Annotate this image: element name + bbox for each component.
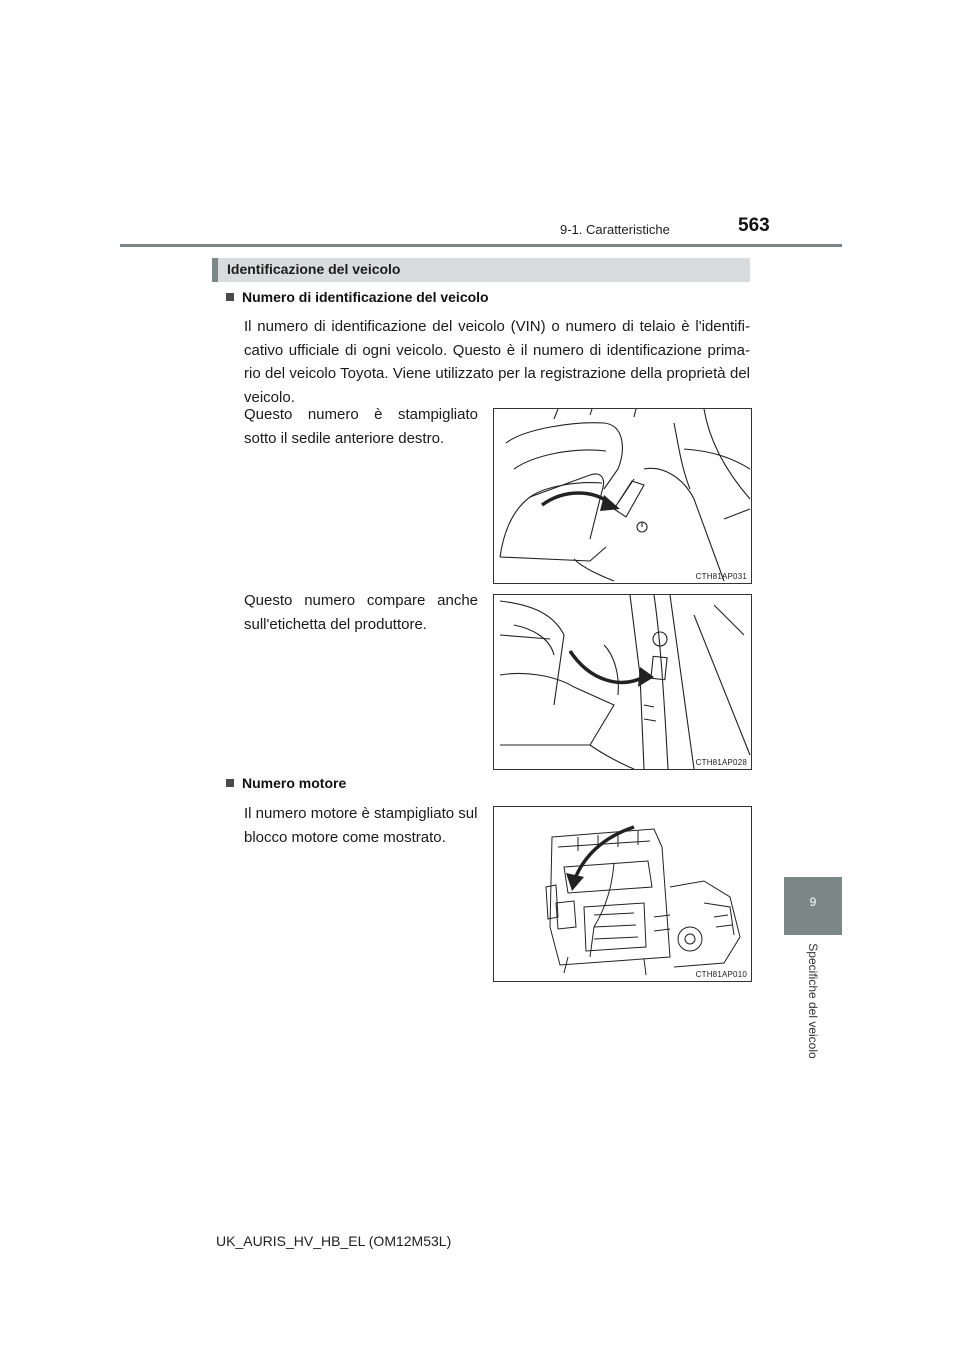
page-number: 563	[738, 215, 770, 236]
door-pillar-illustration	[494, 595, 751, 769]
chapter-tab[interactable]	[784, 877, 842, 935]
engine-number-heading: Numero motore	[226, 775, 346, 791]
vin-label-text: Questo numero compare anche sull'etichetta del produttore.	[244, 592, 478, 633]
vin-heading: Numero di identificazione del veicolo	[226, 289, 489, 305]
figure-vin-under-seat	[493, 408, 752, 584]
vin-intro-paragraph: Il numero di identificazione del veicolo (VIN) o numero di telaio è l'identifi-cativo ufficiale di ogni veicolo. Questo è il numero di identificazione prima-rio del veicolo Toyota. Viene utilizzato per la registrazione della proprietà del veicolo.	[244, 318, 750, 406]
square-bullet-icon	[226, 293, 234, 301]
section-title: Identificazione del veicolo	[227, 261, 401, 277]
vin-seat-text: Questo numero è stampigliato sotto il sedile anteriore destro.	[244, 406, 478, 447]
figure-vin-manufacturer-label	[493, 594, 752, 770]
square-bullet-icon	[226, 779, 234, 787]
header-rule	[120, 244, 842, 247]
seat-illustration	[494, 409, 751, 583]
running-header-section: 9-1. Caratteristiche	[560, 222, 670, 237]
document-code-footer: UK_AURIS_HV_HB_EL (OM12M53L)	[216, 1233, 452, 1249]
engine-number-text: Il numero motore è stampigliato sul blocco motore come mostrato.	[244, 805, 478, 846]
figure-code: CTH81AP028	[695, 758, 747, 767]
figure-code: CTH81AP031	[695, 572, 747, 581]
engine-block-illustration	[494, 807, 751, 981]
chapter-number: 9	[809, 895, 817, 909]
section-title-bar	[212, 258, 750, 282]
figure-code: CTH81AP010	[695, 970, 747, 979]
figure-engine-number	[493, 806, 752, 982]
